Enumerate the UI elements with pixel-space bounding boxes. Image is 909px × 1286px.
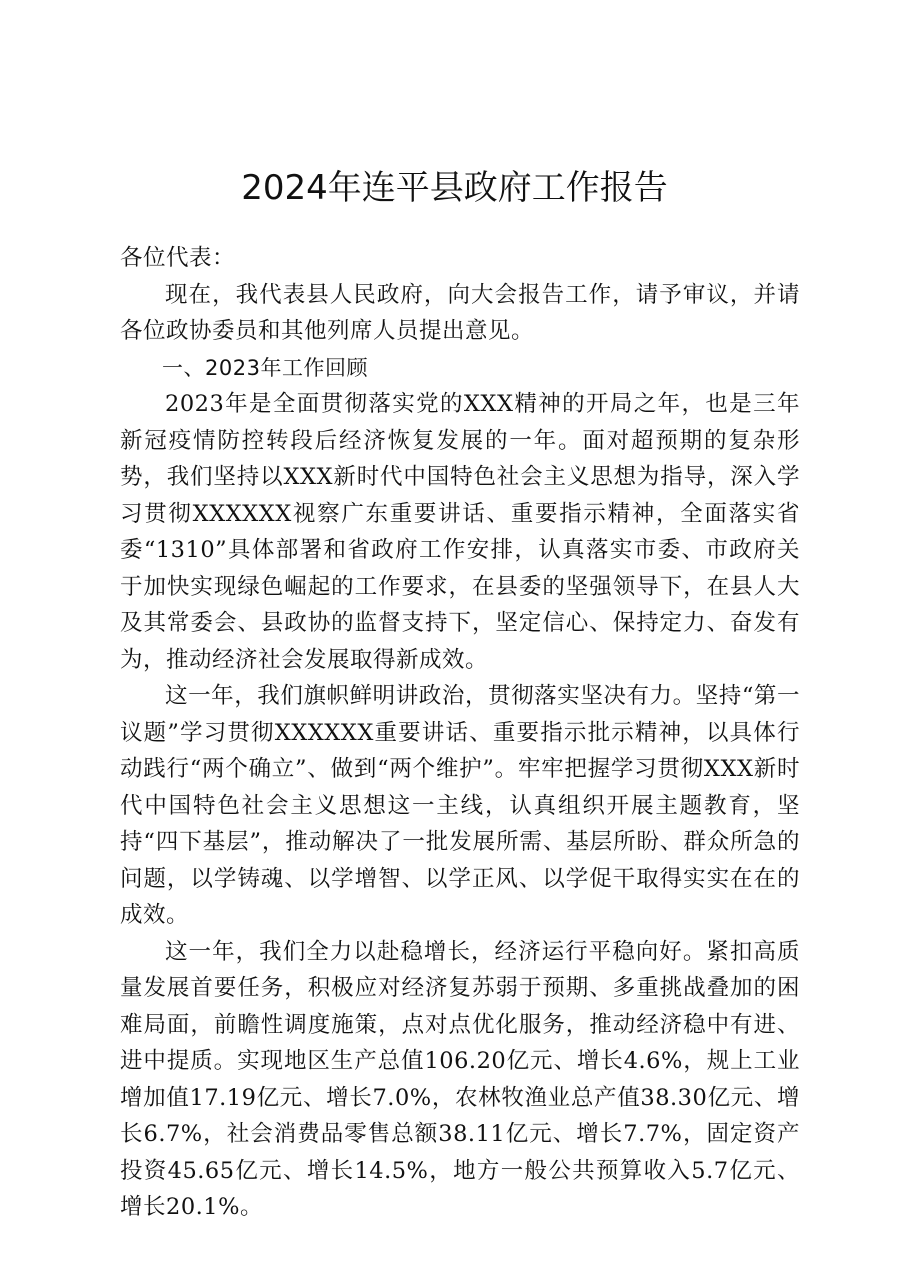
paragraph-politics: 这一年，我们旗帜鲜明讲政治，贯彻落实坚决有力。坚持“第一议题”学习贯彻XXXXXX重要讲话、重要指示批示精神，以具体行动践行“两个确立”、做到“两个维护”。牢牢把握学习贯彻XXX新时代中国特色社会主义思想这一主线，认真组织开展主题教育，坚持“四下基层”，推动解决了一批发展所需、基层所盼、群众所急的问题，以学铸魂、以学增智、以学正风、以学促干取得实实在在的成效。 [120, 683, 800, 928]
salutation: 各位代表： [120, 245, 236, 271]
document-title: 2024年连平县政府工作报告 [241, 168, 668, 208]
intro-paragraph: 现在，我代表县人民政府，向大会报告工作，请予审议，并请各位政协委员和其他列席人员提出意见。 [120, 281, 800, 344]
paragraph-economy: 这一年，我们全力以赴稳增长，经济运行平稳向好。紧扣高质量发展首要任务，积极应对经济复苏弱于预期、多重挑战叠加的困难局面，前瞻性调度施策，点对点优化服务，推动经济稳中有进、进中提质。实现地区生产总值106.20亿元、增长4.6%，规上工业增加值17.19亿元、增长7.0%，农林牧渔业总产值38.30亿元、增长6.7%，社会消费品零售总额38.11亿元、增长7.7%，固定资产投资45.65亿元、增长14.5%，地方一般公共预算收入5.7亿元、增长20.1%。 [120, 938, 800, 1220]
paragraph-overview: 2023年是全面贯彻落实党的XXX精神的开局之年，也是三年新冠疫情防控转段后经济恢复发展的一年。面对超预期的复杂形势，我们坚持以XXX新时代中国特色社会主义思想为指导，深入学习贯彻XXXXXX视察广东重要讲话、重要指示精神，全面落实省委“1310”具体部署和省政府工作安排，认真落实市委、市政府关于加快实现绿色崛起的工作要求，在县委的坚强领导下，在县人大及其常委会、县政协的监督支持下，坚定信心、保持定力、奋发有为，推动经济社会发展取得新成效。 [120, 391, 800, 673]
section-heading: 一、2023年工作回顾 [162, 355, 368, 380]
document-body [120, 240, 800, 1226]
